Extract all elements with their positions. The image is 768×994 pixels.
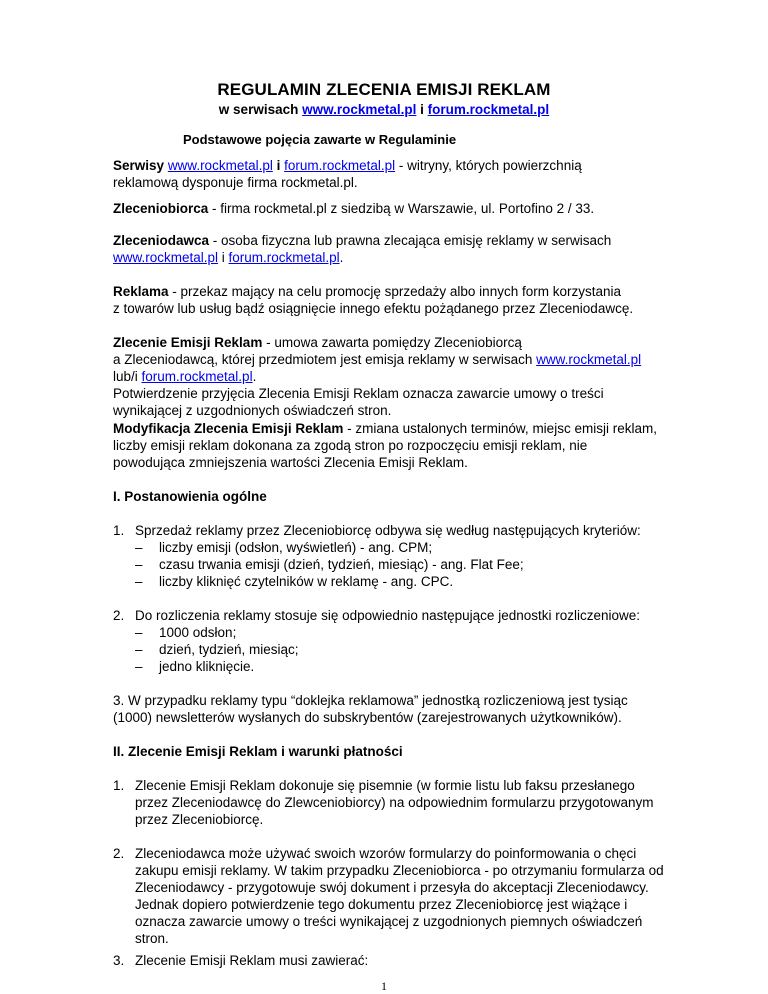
dash-item: – czasu trwania emisji (dzień, tydzień, miesiąc) - ang. Flat Fee; — [135, 557, 524, 572]
list-item — [113, 952, 673, 969]
term-serwisy: Serwisy — [113, 158, 165, 173]
definition-text: z towarów lub usług bądź osiągnięcie innego efektu pożądanego przez Zleceniodawcę. — [113, 301, 634, 316]
definition-text: Potwierdzenie przyjęcia Zlecenia Emisji Reklam oznacza zawarcie umowy o treści — [113, 386, 604, 401]
term-zlecenie: Zlecenie Emisji Reklam — [113, 335, 263, 350]
dash-item: – liczby kliknięć czytelników w reklamę - ang. CPC. — [135, 574, 454, 589]
dash-list — [135, 539, 524, 590]
item-text: 3. W przypadku reklamy typu “doklejka reklamowa” jednostką rozliczeniową jest tysiąc — [113, 693, 628, 708]
item-text: (1000) newsletterów wysłanych do subskrybentów (zarejestrowanych użytkowników). — [113, 710, 622, 725]
item-text: Sprzedaż reklamy przez Zleceniobiorcę odbywa się według następujących kryteriów: — [135, 523, 641, 538]
item-text: Jednak dopiero potwierdzenie tego dokumentu przez Zleceniobiorcę jest wiążące i — [135, 897, 628, 912]
term-modyfikacja: Modyfikacja Zlecenia Emisji Reklam — [113, 421, 344, 436]
definition-text: powodująca zmniejszenia wartości Zlecenia Emisji Reklam. — [113, 455, 468, 470]
definition-text: - witryny, których powierzchnią — [395, 158, 582, 173]
subtitle-prefix: w serwisach — [218, 102, 303, 117]
subtitle-and: i — [416, 102, 428, 117]
dash-item: – liczby emisji (odsłon, wyświetleń) - ang. CPM; — [135, 540, 433, 555]
item-text: przez Zleceniodawcę do Zlewceniobiorcy) na odpowiednim formularzu przygotowanym — [135, 795, 654, 810]
item-text: zakupu emisji reklamy. W takim przypadku Zleceniobiorca - po otrzymaniu formularza od — [135, 863, 664, 878]
definition-reklama — [113, 283, 673, 317]
document-title: REGULAMIN ZLECENIA EMISJI REKLAM — [217, 80, 551, 99]
definition-text: - przekaz mający na celu promocję sprzedaży albo innych form korzystania — [168, 284, 621, 299]
list-item — [113, 692, 673, 726]
item-number: 1. — [113, 523, 125, 538]
definition-text: liczby emisji reklam dokonana za zgodą stron po rozpoczęciu emisji reklam, nie — [113, 438, 588, 453]
section-heading: I. Postanowienia ogólne — [113, 489, 267, 504]
definition-text: - umowa zawarta pomiędzy Zleceniobiorcą — [262, 335, 522, 350]
definition-text: - firma rockmetal.pl z siedzibą w Warszawie, ul. Portofino 2 / 33. — [208, 201, 595, 216]
section-heading: II. Zlecenie Emisji Reklam i warunki płatności — [113, 744, 403, 759]
item-text: Zleceniodawcy - przygotowuje swój dokument i przesyła do akceptacji Zleceniodawcy. — [135, 880, 649, 895]
definition-text: a Zleceniodawcą, której przedmiotem jest emisja reklamy w serwisach — [113, 352, 537, 367]
item-text: oznacza zawarcie umowy o treści wynikającej z uzgodnionych piemnych oświadczeń — [135, 914, 643, 929]
definitions-heading: Podstawowe pojęcia zawarte w Regulaminie — [183, 132, 457, 147]
link-rockmetal[interactable]: www.rockmetal.pl — [302, 102, 417, 117]
definition-zleceniobiorca — [113, 200, 673, 217]
term-zleceniobiorca: Zleceniobiorca — [113, 201, 209, 216]
conj-and: i — [218, 250, 229, 265]
link-rockmetal[interactable]: www.rockmetal.pl — [536, 352, 642, 367]
link-rockmetal[interactable]: www.rockmetal.pl — [167, 158, 273, 173]
definition-text: wynikającej z uzgodnionych oświadczeń stron. — [113, 403, 392, 418]
definition-text: reklamową dysponuje firma rockmetal.pl. — [113, 175, 358, 190]
item-text: przez Zleceniobiorcę. — [135, 812, 264, 827]
definition-zlecenie — [113, 334, 673, 419]
list-item — [113, 522, 673, 539]
item-text: Zlecenie Emisji Reklam musi zawierać: — [135, 953, 369, 968]
link-forum-rockmetal[interactable]: forum.rockmetal.pl — [284, 158, 396, 173]
page-number: 1 — [381, 979, 387, 993]
list-item — [113, 845, 673, 947]
dash-item: – jedno kliknięcie. — [135, 659, 255, 674]
item-text: Do rozliczenia reklamy stosuje się odpowiednio następujące jednostki rozliczeniowe: — [135, 608, 641, 623]
link-forum-rockmetal[interactable]: forum.rockmetal.pl — [427, 102, 550, 117]
item-text: Zleceniodawca może używać swoich wzorów formularzy do poinformowania o chęci — [135, 846, 637, 861]
period: . — [252, 369, 257, 384]
period: . — [339, 250, 344, 265]
link-rockmetal[interactable]: www.rockmetal.pl — [113, 250, 219, 265]
term-reklama: Reklama — [113, 284, 169, 299]
item-text: Zlecenie Emisji Reklam dokonuje się pisemnie (w formie listu lub faksu przesłanego — [135, 778, 635, 793]
list-item — [113, 607, 673, 624]
item-text: stron. — [135, 931, 169, 946]
item-number: 2. — [113, 846, 125, 861]
item-number: 3. — [113, 953, 125, 968]
definition-text: lub/i — [113, 369, 142, 384]
link-forum-rockmetal[interactable]: forum.rockmetal.pl — [141, 369, 253, 384]
definition-text: - osoba fizyczna lub prawna zlecająca emisję reklamy w serwisach — [209, 233, 612, 248]
conj-and: i — [272, 158, 285, 173]
dash-item: – 1000 odsłon; — [135, 625, 237, 640]
definition-text: - zmiana ustalonych terminów, miejsc emisji reklam, — [343, 421, 657, 436]
term-zleceniodawca: Zleceniodawca — [113, 233, 210, 248]
definition-serwisy — [113, 157, 673, 191]
definition-modyfikacja — [113, 420, 673, 471]
dash-list — [135, 624, 299, 675]
link-forum-rockmetal[interactable]: forum.rockmetal.pl — [228, 250, 340, 265]
list-item — [113, 777, 673, 828]
item-number: 1. — [113, 778, 125, 793]
definition-zleceniodawca — [113, 232, 673, 266]
dash-item: – dzień, tydzień, miesiąc; — [135, 642, 299, 657]
document-subtitle — [0, 102, 768, 117]
item-number: 2. — [113, 608, 125, 623]
